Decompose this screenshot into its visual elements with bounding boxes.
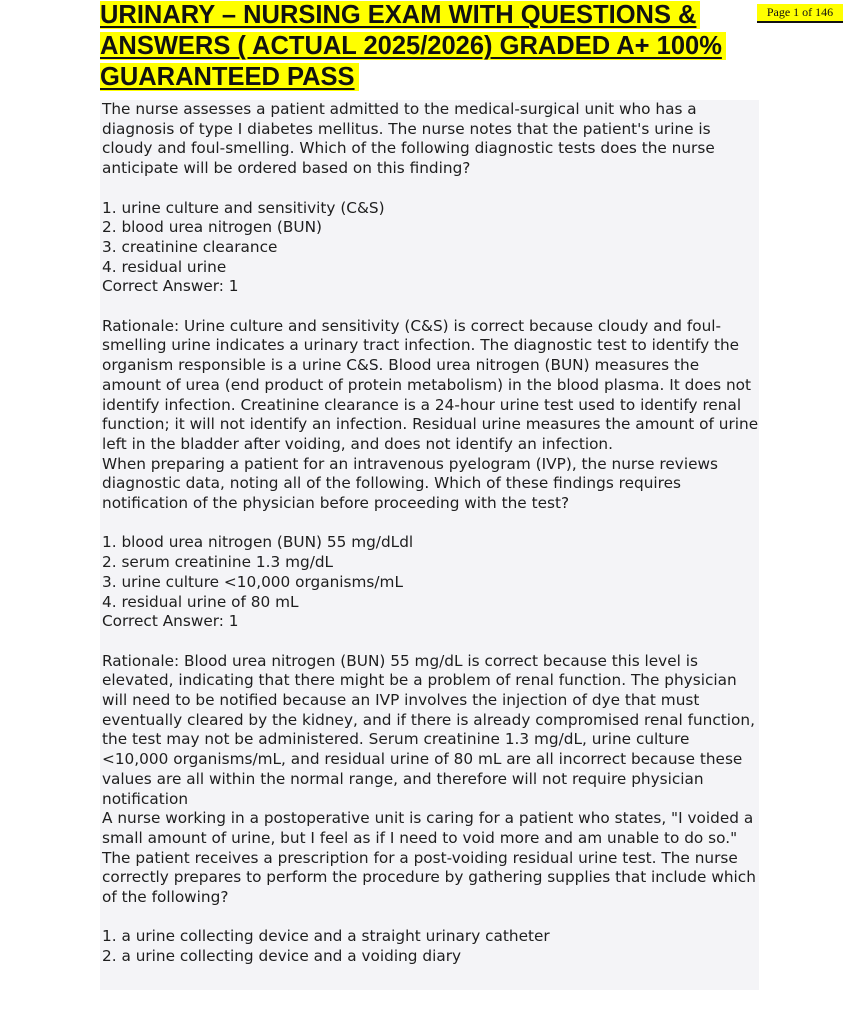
question-stem: The nurse assesses a patient admitted to the medical-surgical unit who has a diagnosis of type I diabetes mellitus. The nurse notes that the patient's urine is cloudy and foul-smelling. Which of the following diagnostic tests does the nurse anticipate will be ordered based on this finding? xyxy=(102,100,715,178)
answer-option: 1. a urine collecting device and a straight urinary catheter xyxy=(102,927,550,946)
answer-option: 1. urine culture and sensitivity (C&S) xyxy=(102,198,385,217)
answer-option: 4. residual urine xyxy=(102,257,227,276)
question-stem: A nurse working in a postoperative unit is caring for a patient who states, "I voided a small amount of urine, but I feel as if I need to void more and am unable to do so." The patient receives a prescription for a post-voiding residual urine test. The nurse correctly prepares to perform the procedure by gathering supplies that include which of the following? xyxy=(102,809,756,907)
answer-option: 1. blood urea nitrogen (BUN) 55 mg/dLdl xyxy=(102,533,414,552)
answer-option: 4. residual urine of 80 mL xyxy=(102,592,299,611)
document-title: URINARY – NURSING EXAM WITH QUESTIONS & ANSWERS ( ACTUAL 2025/2026) GRADED A+ 100% GUARANTEED PASS xyxy=(100,0,770,93)
page-number: Page 1 of 146 xyxy=(757,4,843,23)
exam-content xyxy=(100,100,759,990)
question-stem: When preparing a patient for an intravenous pyelogram (IVP), the nurse reviews diagnostic data, noting all of the following. Which of these findings requires notification of the physician before proceeding with the test? xyxy=(102,454,718,513)
correct-answer: Correct Answer: 1 xyxy=(102,612,239,631)
answer-option: 3. urine culture <10,000 organisms/mL xyxy=(102,572,403,591)
answer-option: 2. serum creatinine 1.3 mg/dL xyxy=(102,553,334,572)
answer-option: 2. blood urea nitrogen (BUN) xyxy=(102,218,323,237)
rationale: Rationale: Urine culture and sensitivity (C&S) is correct because cloudy and foul-smelling urine indicates a urinary tract infection. The diagnostic test to identify the organism responsible is a urine C&S. Blood urea nitrogen (BUN) measures the amount of urea (end product of protein metabolism) in the blood plasma. It does not identify infection. Creatinine clearance is a 24-hour urine test used to identify renal function; it will not identify an infection. Residual urine measures the amount of urine left in the bladder after voiding, and does not identify an infection. xyxy=(102,316,759,453)
answer-option: 3. creatinine clearance xyxy=(102,237,278,256)
correct-answer: Correct Answer: 1 xyxy=(102,277,239,296)
rationale: Rationale: Blood urea nitrogen (BUN) 55 mg/dL is correct because this level is elevated, indicating that there might be a problem of renal function. The physician will need to be notified because an IVP involves the injection of dye that must eventually cleared by the kidney, and if there is already compromised renal function, the test may not be administered. Serum creatinine 1.3 mg/dL, urine culture <10,000 organisms/mL, and residual urine of 80 mL are all incorrect because these values are all within the normal range, and therefore will not require physician notification xyxy=(102,651,755,808)
answer-option: 2. a urine collecting device and a voiding diary xyxy=(102,947,462,966)
